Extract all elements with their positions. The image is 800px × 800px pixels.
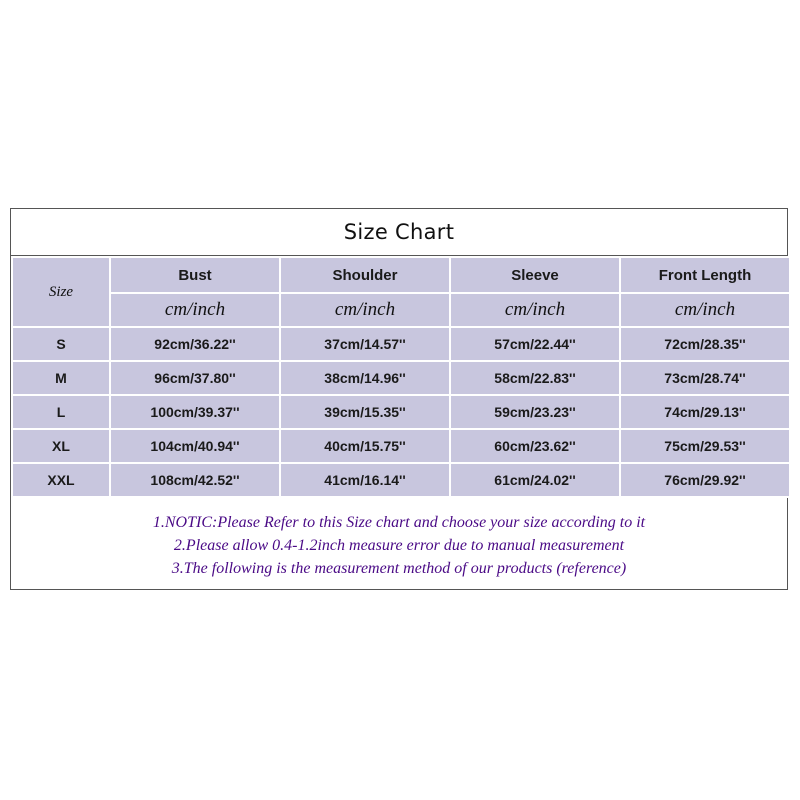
table-cell: 41cm/16.14''	[280, 463, 450, 497]
size-label: XXL	[12, 463, 110, 497]
unit-cell: cm/inch	[280, 293, 450, 327]
table-cell: 39cm/15.35''	[280, 395, 450, 429]
unit-cell: cm/inch	[620, 293, 790, 327]
column-header-sleeve: Sleeve	[450, 257, 620, 293]
table-cell: 60cm/23.62''	[450, 429, 620, 463]
size-table-wrapper	[11, 255, 787, 498]
table-cell: 61cm/24.02''	[450, 463, 620, 497]
size-label: L	[12, 395, 110, 429]
table-cell: 92cm/36.22''	[110, 327, 280, 361]
table-row	[12, 463, 790, 497]
table-cell: 73cm/28.74''	[620, 361, 790, 395]
table-cell: 96cm/37.80''	[110, 361, 280, 395]
table-cell: 75cm/29.53''	[620, 429, 790, 463]
table-cell: 100cm/39.37''	[110, 395, 280, 429]
size-chart	[10, 208, 788, 590]
column-header-front-length: Front Length	[620, 257, 790, 293]
table-cell: 104cm/40.94''	[110, 429, 280, 463]
size-label: M	[12, 361, 110, 395]
size-header-cell: Size	[12, 257, 110, 327]
size-label: S	[12, 327, 110, 361]
table-row	[12, 361, 790, 395]
header-row	[12, 257, 790, 293]
table-cell: 57cm/22.44''	[450, 327, 620, 361]
table-cell: 40cm/15.75''	[280, 429, 450, 463]
table-cell: 58cm/22.83''	[450, 361, 620, 395]
chart-title: Size Chart	[343, 220, 455, 244]
table-cell: 59cm/23.23''	[450, 395, 620, 429]
unit-cell: cm/inch	[110, 293, 280, 327]
size-label: XL	[12, 429, 110, 463]
column-header-bust: Bust	[110, 257, 280, 293]
note-line: 3.The following is the measurement method of our products (reference)	[171, 560, 627, 577]
column-header-shoulder: Shoulder	[280, 257, 450, 293]
table-cell: 38cm/14.96''	[280, 361, 450, 395]
table-cell: 76cm/29.92''	[620, 463, 790, 497]
table-row	[12, 327, 790, 361]
table-row	[12, 429, 790, 463]
unit-row	[12, 293, 790, 327]
table-row	[12, 395, 790, 429]
table-cell: 72cm/28.35''	[620, 327, 790, 361]
table-cell: 74cm/29.13''	[620, 395, 790, 429]
table-cell: 37cm/14.57''	[280, 327, 450, 361]
note-line: 1.NOTIC:Please Refer to this Size chart and choose your size according to it	[152, 514, 646, 531]
notes-block	[11, 511, 787, 580]
unit-cell: cm/inch	[450, 293, 620, 327]
note-line: 2.Please allow 0.4-1.2inch measure error due to manual measurement	[173, 537, 625, 554]
size-table	[11, 256, 791, 498]
table-cell: 108cm/42.52''	[110, 463, 280, 497]
